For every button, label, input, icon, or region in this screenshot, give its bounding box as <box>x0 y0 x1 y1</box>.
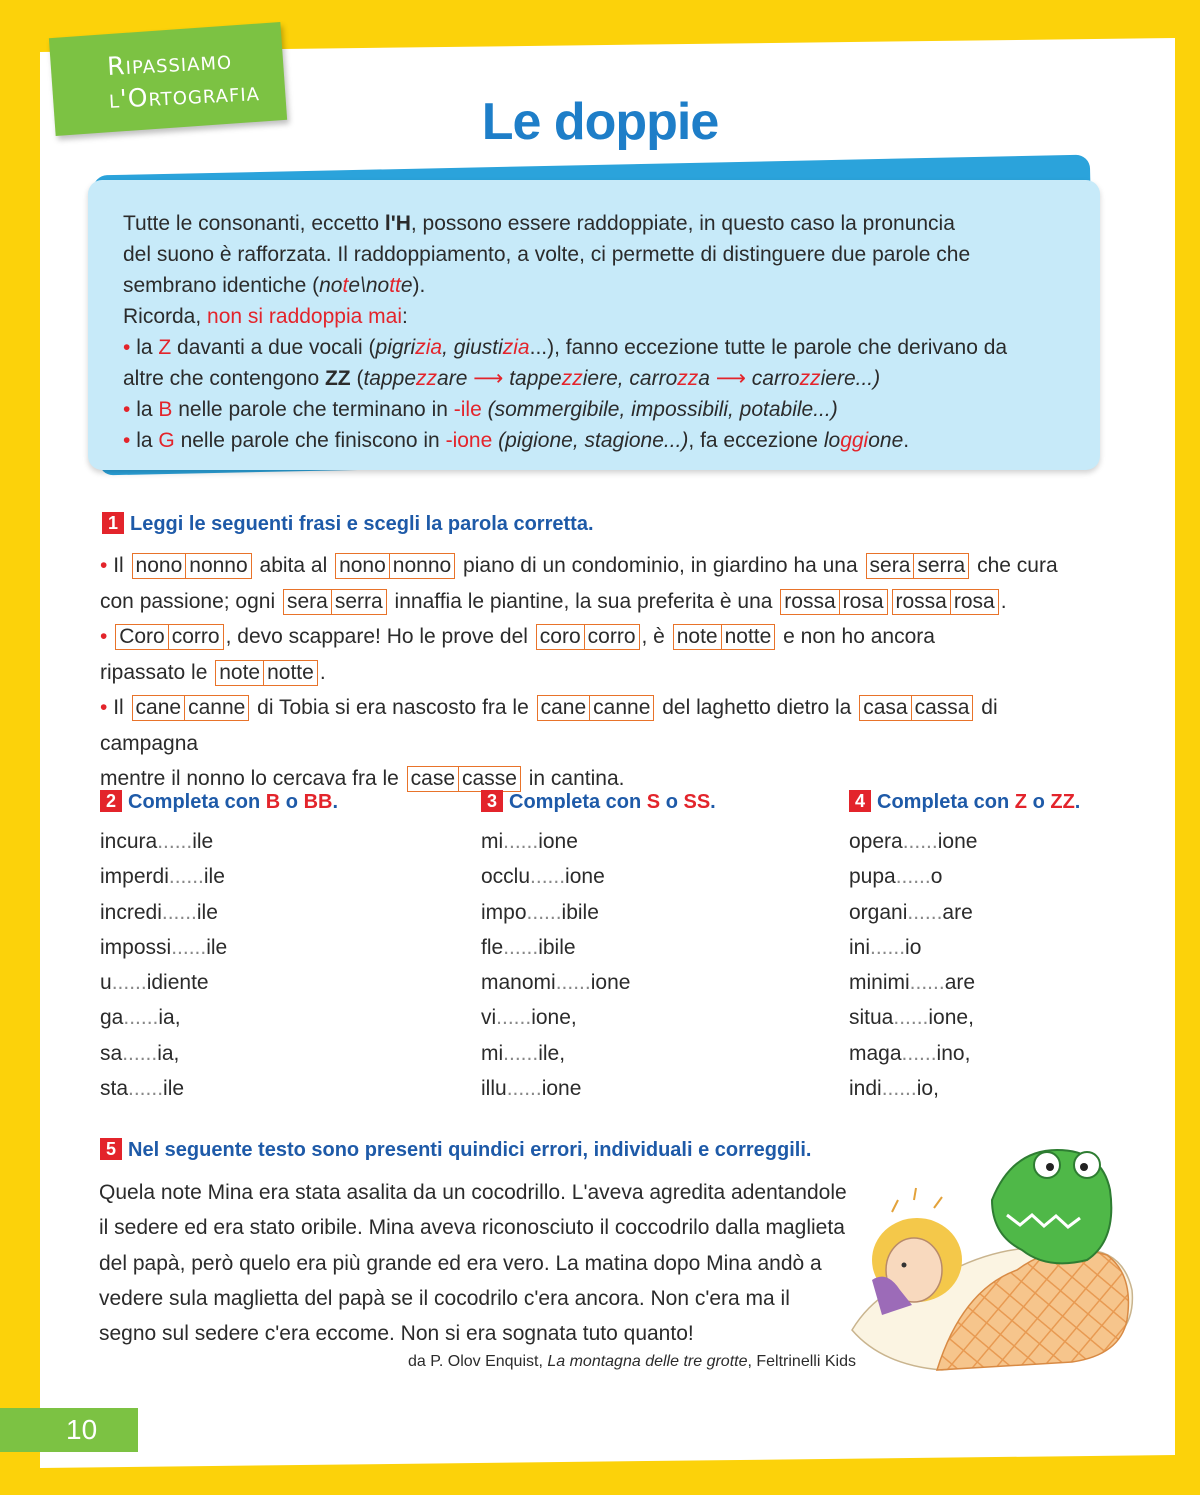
exercise-4-heading: 4 Completa con Z o ZZ. <box>849 790 1149 814</box>
word-choice[interactable]: casa cassa <box>859 695 973 721</box>
exercise-4 <box>849 790 1149 1106</box>
fill-in-word[interactable]: mi......ile, <box>481 1041 566 1065</box>
blank-dots: ...... <box>901 1041 937 1065</box>
fill-in-word[interactable]: sa......ia, <box>100 1041 180 1065</box>
blank-dots: ...... <box>128 1077 164 1101</box>
word-choice[interactable]: note notte <box>215 660 318 686</box>
word-choice[interactable]: nono nonno <box>335 553 455 579</box>
fill-in-word[interactable]: incredi......ile <box>100 900 218 924</box>
blank-dots: ...... <box>161 900 197 924</box>
arrow-icon: ⟶ <box>473 367 504 390</box>
page-number: 10 <box>0 1408 138 1452</box>
word-choice[interactable]: nono nonno <box>132 553 252 579</box>
fill-in-word[interactable]: sta......ile <box>100 1077 185 1101</box>
fill-in-word[interactable]: u......idiente <box>100 971 209 995</box>
fill-in-word[interactable]: vi......ione, <box>481 1006 577 1030</box>
blank-dots: ...... <box>895 865 931 889</box>
fill-in-word[interactable]: ini......io <box>849 935 922 959</box>
exercise-2-heading: 2 Completa con B o BB. <box>100 790 400 814</box>
fill-in-word[interactable]: minimi......are <box>849 971 976 995</box>
fill-in-word[interactable]: opera......ione <box>849 830 978 853</box>
blank-dots: ...... <box>881 1077 917 1101</box>
word-choice[interactable]: case casse <box>407 766 521 792</box>
word-choice[interactable]: coro corro <box>536 624 640 650</box>
fill-in-word[interactable]: illu......ione <box>481 1077 582 1101</box>
source-citation: da P. Olov Enquist, La montagna delle tre grotte, Feltrinelli Kids <box>408 1353 856 1370</box>
exercise-1-text: • Il nono nonno abita al nono nonno piano di un condominio, in giardino ha una sera serra che cura con passione; ogni sera serra innaffia le piantine, la sua preferita è una rossa rosa rossa rosa . • Coro corro , devo scappare! Ho le prove del coro corro , è note notte e non ho ancora ripassato le note notte . • Il cane canne di Tobia si era nascosto fra le cane canne del laghetto dietro la casa cassa di campagna mentre il nonno lo cercava fra le case casse in cantina. <box>100 554 1058 790</box>
blank-dots: ...... <box>122 1041 158 1065</box>
blank-dots: ...... <box>171 935 207 959</box>
word-choice[interactable]: rossa rosa <box>892 589 999 615</box>
blank-dots: ...... <box>111 971 147 995</box>
fill-in-word[interactable]: indi......io, <box>849 1077 939 1101</box>
fill-in-word[interactable]: situa......ione, <box>849 1006 974 1030</box>
fill-in-word[interactable]: maga......ino, <box>849 1041 971 1065</box>
blank-dots: ...... <box>555 971 591 995</box>
blank-dots: ...... <box>168 865 204 889</box>
bullet-icon: • <box>123 429 131 452</box>
blank-dots: ...... <box>503 1041 539 1065</box>
fill-in-word[interactable]: organi......are <box>849 900 973 924</box>
page-title: Le doppie <box>481 93 719 151</box>
word-choice[interactable]: cane canne <box>132 695 250 721</box>
fill-in-word[interactable]: incura......ile <box>100 830 214 853</box>
tag-line-1: Ripassiamo <box>106 45 233 81</box>
fill-in-word[interactable]: manomi......ione <box>481 971 631 995</box>
arrow-icon: ⟶ <box>715 367 746 390</box>
fill-in-word[interactable]: impo......ibile <box>481 900 599 924</box>
blank-dots: ...... <box>496 1006 532 1030</box>
fill-in-word[interactable]: occlu......ione <box>481 865 605 889</box>
exercise-2 <box>100 790 400 1106</box>
girl-and-crocodile-illustration <box>842 1130 1142 1375</box>
blank-dots: ...... <box>909 971 945 995</box>
word-choice[interactable]: cane canne <box>537 695 655 721</box>
word-choice[interactable]: sera serra <box>283 589 387 615</box>
exercise-number: 1 <box>102 512 124 534</box>
bullet-icon: • <box>123 398 131 421</box>
blank-dots: ...... <box>526 900 562 924</box>
exercise-1-heading: 1 Leggi le seguenti frasi e scegli la parola corretta. <box>102 512 594 536</box>
blank-dots: ...... <box>870 935 906 959</box>
blank-dots: ...... <box>530 865 566 889</box>
fill-in-word[interactable]: mi......ione <box>481 830 578 853</box>
blank-dots: ...... <box>893 1006 929 1030</box>
blank-dots: ...... <box>503 935 539 959</box>
exercise-3-heading: 3 Completa con S o SS. <box>481 790 781 814</box>
blank-dots: ...... <box>503 830 539 853</box>
exercise-5-text: Quela note Mina era stata asalita da un cocodrillo. L'aveva agredita adentandole il sedere ed era stato oribile. Mina aveva riconosciuto il coccodrilo dalla maglieta del papà, però quelo era più grande ed era vero. La matina dopo Mina andò a vedere sula maglietta del papà se il cocodrilo c'era ancora. Non c'era ma il segno sul sedere c'era eccome. Non si era sognata tuto quanto! <box>99 1181 847 1346</box>
rule-text: Tutte le consonanti, eccetto l'H, possono essere raddoppiate, in questo caso la pronuncia del suono è rafforzata. Il raddoppiamento, a volte, ci permette di distinguere due parole che sembrano identiche (note\notte). Ricorda, non si raddoppia mai: • la Z davanti a due vocali (pigrizia, giustizia...), fanno eccezione tutte le parole che derivano da altre che contengono ZZ (tappezzare ⟶ tappezziere, carrozza ⟶ carrozziere...) • la B nelle parole che terminano in -ile (sommergibile, impossibili, potabile...) • la G nelle parole che finiscono in -ione (pigione, stagione...), fa eccezione loggione. <box>123 212 1008 452</box>
fill-in-word[interactable]: ga......ia, <box>100 1006 181 1030</box>
blank-dots: ...... <box>902 830 938 853</box>
tag-line-2: l'Ortografia <box>108 77 261 114</box>
word-choice[interactable]: rossa rosa <box>780 589 887 615</box>
fill-in-word[interactable]: fle......ibile <box>481 935 576 959</box>
word-choice[interactable]: Coro corro <box>115 624 223 650</box>
word-choice[interactable]: note notte <box>673 624 776 650</box>
blank-dots: ...... <box>506 1077 542 1101</box>
fill-in-word[interactable]: imperdi......ile <box>100 865 225 889</box>
blank-dots: ...... <box>907 900 943 924</box>
bullet-icon: • <box>123 336 131 359</box>
exercise-5-heading: 5 Nel seguente testo sono presenti quindici errori, individuali e correggili. <box>100 1138 811 1162</box>
blank-dots: ...... <box>157 830 193 853</box>
fill-in-word[interactable]: pupa......o <box>849 865 943 889</box>
blank-dots: ...... <box>123 1006 159 1030</box>
fill-in-word[interactable]: impossi......ile <box>100 935 228 959</box>
exercise-3 <box>481 790 781 1106</box>
word-choice[interactable]: sera serra <box>866 553 970 579</box>
